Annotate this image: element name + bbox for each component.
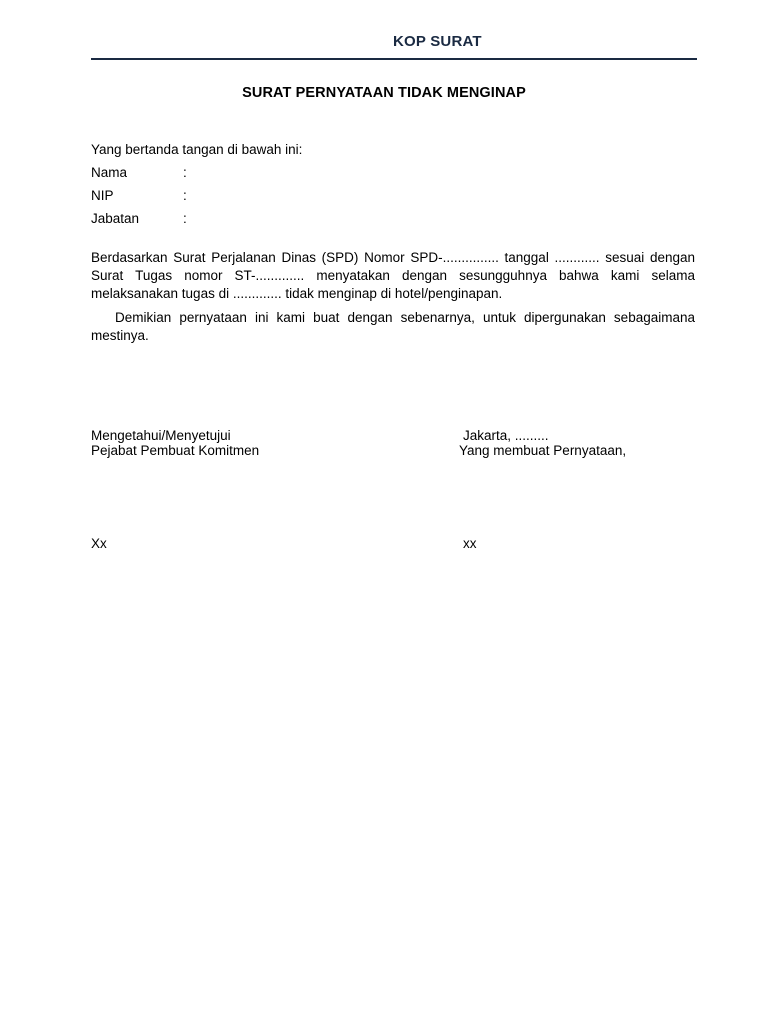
signature-right-role: Yang membuat Pernyataan,	[459, 443, 627, 458]
field-label-nip: NIP	[91, 188, 114, 203]
statement-paragraph: Berdasarkan Surat Perjalanan Dinas (SPD) Nomor SPD-............... tanggal ............ sesuai dengan Surat Tugas nomor ST-............. menyatakan dengan sesungguhnya bahwa kami selama melaksanakan tugas di ............. tidak menginap di hotel/penginapan.	[91, 250, 695, 301]
letterhead-title: KOP SURAT	[393, 33, 482, 50]
field-label-nama: Nama	[91, 165, 128, 180]
field-colon: :	[183, 211, 187, 226]
signature-left-approval: Mengetahui/Menyetujui	[91, 428, 231, 443]
field-row-nip	[91, 187, 391, 205]
intro-text: Yang bertanda tangan di bawah ini:	[91, 142, 303, 157]
document-title: SURAT PERNYATAAN TIDAK MENGINAP	[242, 85, 526, 101]
signature-left-name: Xx	[91, 536, 107, 551]
closing-paragraph: Demikian pernyataan ini kami buat dengan sebenarnya, untuk dipergunakan sebagaimana mestinya.	[91, 310, 695, 343]
signature-right-place-date: Jakarta, .........	[463, 428, 549, 443]
header-divider	[91, 58, 697, 60]
field-row-nama	[91, 164, 391, 182]
letterhead	[0, 33, 768, 53]
signature-left-role: Pejabat Pembuat Komitmen	[91, 443, 260, 458]
field-colon: :	[183, 188, 187, 203]
signature-right-name: xx	[463, 536, 477, 551]
field-colon: :	[183, 165, 187, 180]
field-label-jabatan: Jabatan	[91, 211, 140, 226]
field-row-jabatan	[91, 210, 391, 228]
